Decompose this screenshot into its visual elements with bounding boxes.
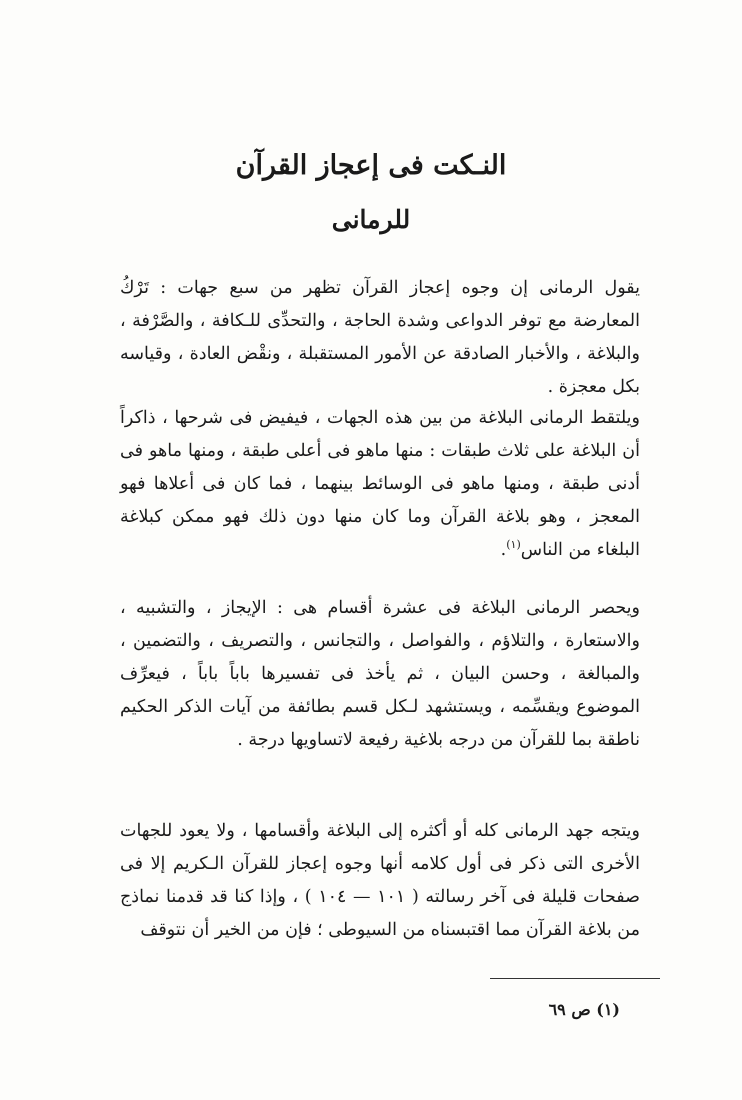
paragraph-1: يقول الرمانى إن وجوه إعجاز القرآن تظهر من سبع جهات : تَرْكُ المعارضة مع توفر الدواعى وشدة الحاجة ، والتحدِّى للـكافة ، والصَّرْفة ، والبلاغة ، والأخبار الصادقة عن الأمور المستقبلة ، ونقْض العادة ، وقياسه بكل معجزة . — [120, 278, 640, 397]
footnote-reference: (١) — [506, 538, 521, 552]
page-subtitle: للرمانى — [331, 205, 411, 234]
paragraph-2-end: . — [500, 540, 507, 560]
footnote-divider — [490, 978, 660, 979]
paragraph-3: ويحصر الرمانى البلاغة فى عشرة أقسام هى : الإيجاز ، والتشبيه ، والاستعارة ، والتلاؤم ، والفواصل ، والتجانس ، والتصريف ، والتضمين ، والمبالغة ، وحسن البيان ، ثم يأخذ فى تفسيرها باباً باباً ، فيعرِّف الموضوع ويقسِّمه ، ويستشهد لـكل قسم بطائفة من آيات الذكر الحكيم ناطقة بما للقرآن من درجه بلاغية رفيعة لاتساويها درجة . — [120, 598, 640, 750]
paragraph-2 — [120, 402, 640, 567]
paragraph-2-text: ويلتقط الرمانى البلاغة من بين هذه الجهات ، فيفيض فى شرحها ، ذاكراً أن البلاغة على ثلاث طبقات : منها ماهو فى أعلى طبقة ، ومنها ماهو فى أدنى طبقة ، ومنها ماهو فى الوسائط بينهما ، فما كان فى أعلاها فهو المعجز ، وهو بلاغة القرآن وما كان منها دون ذلك فهو ممكن كبلاغة البلغاء من الناس — [120, 408, 640, 560]
footnote: (١) ص ٦٩ — [548, 1000, 620, 1019]
page-title: النـكت فى إعجاز القرآن — [235, 150, 507, 181]
paragraph-4: ويتجه جهد الرمانى كله أو أكثره إلى البلاغة وأقسامها ، ولا يعود للجهات الأخرى التى ذكر فى أول كلامه أنها وجوه إعجاز للقرآن الـكريم إلا فى صفحات قليلة فى آخر رسالته ( ١٠١ — ١٠٤ ) ، وإذا كنا قد قدمنا نماذج من بلاغة القرآن مما اقتبسناه من السيوطى ؛ فإن من الخير أن نتوقف — [120, 821, 640, 940]
